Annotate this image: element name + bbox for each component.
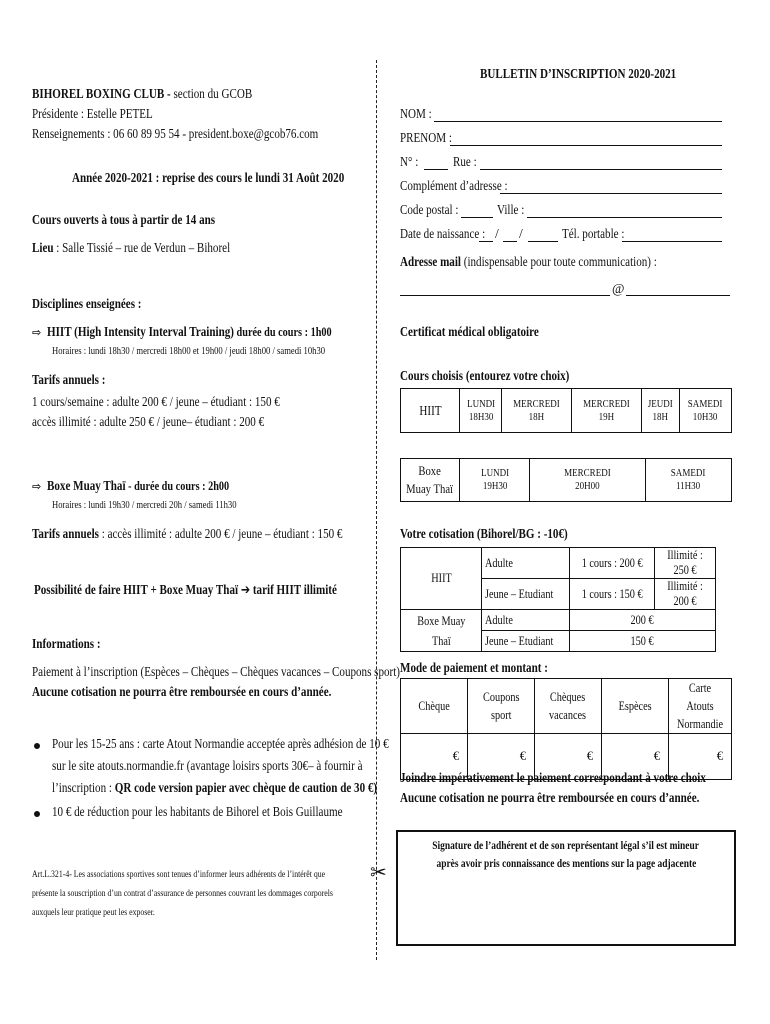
- courses-title: [400, 368, 606, 384]
- birth-label: [400, 226, 504, 242]
- cot-1-adulte-text: 1 cours : 200 €: [581, 555, 643, 570]
- contact-text: Renseignements : 06 60 89 95 54 - president.boxe@gcob76.com: [32, 126, 319, 141]
- legal-line-2-text: présente la souscription d’un contrat d’assurance de personnes couvrant les dommages corporels: [32, 889, 333, 899]
- signature-box[interactable]: [396, 830, 736, 946]
- tarif-line-1: [32, 394, 334, 410]
- nom-label-text: NOM :: [400, 106, 432, 121]
- pay-carte-1: Carte Atouts: [686, 681, 714, 713]
- cot-1-jeune[interactable]: [570, 579, 655, 610]
- rue-field[interactable]: [480, 169, 722, 170]
- tarif-line-2-text: accès illimité : adulte 250 € / jeune– étudiant : 200 €: [32, 414, 265, 429]
- hiit-duration: durée du cours : 1h00: [234, 325, 332, 339]
- bullet-1-line-3b: QR code version papier avec chèque de caution de 30 €): [114, 780, 378, 795]
- cot-ill-jeune[interactable]: [655, 579, 716, 610]
- cot-muay-jeune-text: Jeune – Etudiant: [485, 633, 554, 648]
- slot-day: JEUDI: [647, 397, 673, 410]
- ville-field[interactable]: [527, 217, 722, 218]
- cot-hiit-label: [401, 548, 482, 610]
- slot-time: 18H: [652, 410, 669, 423]
- bullet-1-line-3a: l’inscription :: [52, 780, 115, 795]
- birth-year-field[interactable]: [528, 241, 558, 242]
- club-header: [32, 86, 301, 102]
- euro-sign: €: [586, 749, 593, 763]
- pay-especes-text: Espèces: [618, 698, 652, 713]
- muay-course-label: [401, 459, 460, 502]
- cotisation-title-text: Votre cotisation (Bihorel/BG : -10€): [400, 526, 568, 541]
- rue-label-text: Rue :: [453, 154, 477, 169]
- birth-month-field[interactable]: [503, 241, 517, 242]
- birth-sep-2: /: [519, 226, 523, 241]
- cot-muay-label: [401, 610, 482, 652]
- cot-adulte-text: Adulte: [485, 555, 513, 570]
- muay-slot[interactable]: [460, 459, 530, 502]
- postal-field[interactable]: [461, 217, 493, 218]
- muay-course-table: [400, 458, 732, 502]
- slot-time: 20H00: [575, 480, 600, 492]
- muay-slot[interactable]: [530, 459, 645, 502]
- birth-sep-1: /: [495, 226, 499, 241]
- euro-sign: €: [716, 749, 723, 763]
- email-note: (indispensable pour toute communication) :: [460, 254, 657, 269]
- cot-muay-adulte-text: Adulte: [485, 612, 513, 627]
- pay-especes: [602, 679, 669, 734]
- muay-title: Boxe Muay Thaï: [47, 478, 126, 493]
- open-to-line: [32, 212, 255, 228]
- cot-1-jeune-text: 1 cours : 150 €: [581, 586, 643, 601]
- slot-time: 19H: [598, 410, 615, 423]
- slot-day: MERCREDI: [583, 397, 630, 410]
- tarifs-title: [32, 372, 122, 388]
- email-local-field[interactable]: [400, 295, 610, 296]
- phone-field[interactable]: [622, 241, 722, 242]
- certificat-line: [400, 324, 569, 340]
- prenom-label-text: PRENOM :: [400, 130, 452, 145]
- bullet-icon: [34, 743, 40, 749]
- payment-title: [400, 660, 580, 676]
- join-note: [400, 770, 770, 786]
- complement-label-text: Complément d’adresse :: [400, 178, 508, 193]
- euro-sign: €: [452, 749, 459, 763]
- phone-label-text: Tél. portable :: [562, 226, 625, 241]
- courses-title-text: Cours choisis (entourez votre choix): [400, 368, 570, 383]
- cot-adulte: [482, 548, 570, 579]
- num-label-text: N° :: [400, 154, 419, 169]
- legal-line-1-text: Art.L.321-4- Les associations sportives sont tenues d’informer leurs adhérents de l’intérêt que: [32, 870, 326, 880]
- contact-line: [32, 126, 381, 142]
- combo-line: [34, 582, 403, 598]
- open-to-text: Cours ouverts à tous à partir de 14 ans: [32, 212, 216, 227]
- legal-line-3-text: auxquels leur pratique peut les exposer.: [32, 908, 155, 918]
- birth-day-field[interactable]: [479, 241, 493, 242]
- arrow-right-icon: ➔: [240, 582, 251, 598]
- hiit-slot[interactable]: [572, 389, 642, 433]
- nom-field[interactable]: [434, 121, 722, 122]
- muay-tarif: [32, 526, 411, 542]
- slot-day: MERCREDI: [564, 467, 611, 479]
- arrow-right-icon: ⇨: [32, 326, 42, 339]
- slot-time: 18H: [529, 410, 545, 423]
- cot-muay-adulte-price-text: 200 €: [630, 612, 655, 627]
- postal-label-text: Code postal :: [400, 202, 459, 217]
- season-text: Année 2020-2021 : reprise des cours le lundi 31 Août 2020: [72, 170, 345, 185]
- signature-line-1: [398, 840, 734, 852]
- slot-day: LUNDI: [480, 467, 509, 479]
- muay-tarif-value: : accès illimité : adulte 200 € / jeune – étudiant : 150 €: [98, 526, 343, 541]
- disciplines-title-text: Disciplines enseignées :: [32, 296, 142, 311]
- ville-label-text: Ville :: [497, 202, 525, 217]
- hiit-course-label-text: HIIT: [418, 402, 442, 418]
- info-title-text: Informations :: [32, 636, 101, 651]
- form-title-text: BULLETIN D’INSCRIPTION 2020-2021: [480, 66, 677, 81]
- disciplines-title: [32, 296, 166, 312]
- pay-carte-2: Normandie: [676, 717, 724, 731]
- pay-coupons: [468, 679, 535, 734]
- pay-cheque: [401, 679, 468, 734]
- email-label-bold: Adresse mail: [400, 254, 461, 269]
- cotisation-table: [400, 547, 716, 652]
- info-title: [32, 636, 116, 652]
- rue-label: [453, 154, 482, 170]
- cot-muay-jeune: [482, 631, 570, 652]
- slot-time: 10H30: [693, 410, 718, 423]
- cot-muay-adulte: [482, 610, 570, 631]
- bullet-icon: [34, 811, 40, 817]
- tarifs-title-text: Tarifs annuels :: [32, 372, 106, 387]
- cotisation-title: [400, 526, 604, 542]
- form-title: [480, 66, 719, 82]
- payment-info-text: Paiement à l’inscription (Espèces – Chèques – Chèques vacances – Coupons sport): [32, 664, 401, 679]
- tarif-line-2: [32, 414, 315, 430]
- pay-cv-1: Chèques: [550, 690, 586, 704]
- hiit-title: HIIT (High Intensity Interval Training): [47, 324, 235, 339]
- pay-cv-2: vacances: [549, 708, 587, 722]
- slot-time: 18H30: [468, 410, 493, 423]
- legal-line-3: [32, 908, 182, 918]
- num-label: [400, 154, 422, 170]
- muay-hours-text: Horaires : lundi 19h30 / mercredi 20h / samedi 11h30: [52, 500, 237, 511]
- at-sign: @: [612, 281, 625, 296]
- club-name: BIHOREL BOXING CLUB -: [32, 86, 171, 101]
- num-field[interactable]: [424, 169, 448, 170]
- combo-tail: tarif HIIT illimité: [250, 582, 337, 597]
- cot-muay-jeune-price-text: 150 €: [630, 633, 655, 648]
- bullet-2-text: 10 € de réduction pour les habitants de Bihorel et Bois Guillaume: [52, 804, 343, 819]
- complement-field[interactable]: [500, 193, 722, 194]
- nom-label: [400, 106, 439, 122]
- hiit-slot[interactable]: [460, 389, 502, 433]
- join-note-text: Joindre impérativement le paiement correspondant à votre choix: [400, 770, 706, 785]
- bullet-1-line-1-text: Pour les 15-25 ans : carte Atout Normandie acceptée après adhésion de 10 €: [52, 736, 389, 751]
- season-line: [72, 170, 404, 186]
- bullet-1-line-3: [52, 780, 448, 796]
- prenom-field[interactable]: [450, 145, 722, 146]
- signature-line-2: [398, 858, 734, 870]
- no-refund-left: [32, 684, 397, 700]
- euro-sign: €: [653, 749, 660, 763]
- slot-day: SAMEDI: [688, 397, 723, 410]
- hiit-slot[interactable]: [679, 389, 731, 433]
- muay-hours: [52, 500, 277, 511]
- cot-muay-jeune-price[interactable]: [570, 631, 716, 652]
- hiit-heading: [32, 324, 394, 340]
- payment-title-text: Mode de paiement et montant :: [400, 660, 548, 675]
- email-label: [400, 254, 713, 270]
- muay-label-1: Boxe: [418, 463, 442, 478]
- slot-day: MERCREDI: [513, 397, 561, 410]
- tarif-line-1-text: 1 cours/semaine : adulte 200 € / jeune – étudiant : 150 €: [32, 394, 280, 409]
- president-line: [32, 106, 179, 122]
- slot-day: LUNDI: [466, 397, 495, 410]
- prenom-label: [400, 130, 463, 146]
- no-refund-right-text: Aucune cotisation ne pourra être remboursée en cours d’année.: [400, 790, 700, 805]
- pay-coupons-2: sport: [490, 708, 512, 722]
- cut-line: [376, 60, 377, 960]
- muay-duration: - durée du cours : 2h00: [125, 479, 230, 493]
- signature-line-1-text: Signature de l’adhérent et de son représentant légal s’il est mineur: [432, 840, 700, 852]
- slot-time: 11H30: [676, 480, 701, 492]
- cot-hiit-label-text: HIIT: [430, 571, 452, 585]
- ville-label: [497, 202, 530, 218]
- pay-cheques-vacances: [535, 679, 602, 734]
- birth-label-text: Date de naissance :: [400, 226, 486, 241]
- cot-1-adulte[interactable]: [570, 548, 655, 579]
- phone-label: [562, 226, 638, 242]
- hiit-slot[interactable]: [641, 389, 679, 433]
- no-refund-left-text: Aucune cotisation ne pourra être remboursée en cours d’année.: [32, 684, 332, 699]
- hiit-course-table: [400, 388, 732, 433]
- place-label: Lieu: [32, 240, 54, 255]
- certificat-text: Certificat médical obligatoire: [400, 324, 539, 339]
- cot-muay-adulte-price[interactable]: [570, 610, 716, 631]
- postal-label: [400, 202, 471, 218]
- cot-jeune-text: Jeune – Etudiant: [485, 586, 554, 601]
- cot-muay-label-2: Thaï: [431, 633, 451, 648]
- arrow-right-icon: ⇨: [32, 480, 42, 493]
- combo-text: Possibilité de faire HIIT + Boxe Muay Thaï: [34, 582, 239, 597]
- muay-tarif-label: Tarifs annuels: [32, 526, 99, 541]
- legal-line-1: [32, 870, 389, 880]
- pay-coupons-1: Coupons: [482, 690, 520, 704]
- muay-label-2: Muay Thaï: [406, 481, 454, 496]
- legal-line-2: [32, 889, 399, 899]
- cot-muay-label-1: Boxe Muay: [416, 613, 466, 628]
- pay-carte: [669, 679, 732, 734]
- email-domain-field[interactable]: [626, 295, 730, 296]
- bullet-1-line-2-text: sur le site atouts.normandie.fr (avantage loisirs sports 30€– à fournir à: [52, 758, 363, 773]
- cot-ill-adulte-text: Illimité : 250 €: [667, 548, 703, 577]
- hiit-course-label: [401, 389, 460, 433]
- pay-cheque-text: Chèque: [418, 698, 450, 713]
- scissors-icon: ✂: [370, 860, 387, 884]
- slot-time: 19H30: [482, 480, 507, 492]
- muay-slot[interactable]: [645, 459, 731, 502]
- complement-label: [400, 178, 531, 194]
- signature-line-2-text: après avoir pris connaissance des mentions sur la page adjacente: [436, 858, 696, 870]
- hiit-hours-text: Horaires : lundi 18h30 / mercredi 18h00 et 19h00 / jeudi 18h00 / samedi 10h30: [52, 346, 326, 357]
- place-value: : Salle Tissié – rue de Verdun – Bihorel: [53, 240, 231, 255]
- bullet-2: [52, 804, 406, 820]
- euro-sign: €: [519, 749, 526, 763]
- place-line: [32, 240, 274, 256]
- cot-jeune: [482, 579, 570, 610]
- president-text: Présidente : Estelle PETEL: [32, 106, 153, 121]
- muay-heading: [32, 478, 269, 494]
- club-section: section du GCOB: [170, 86, 253, 101]
- hiit-slot[interactable]: [502, 389, 572, 433]
- cot-ill-adulte[interactable]: [655, 548, 716, 579]
- no-refund-right: [400, 790, 765, 806]
- payment-table: [400, 678, 732, 780]
- slot-day: SAMEDI: [671, 467, 706, 479]
- cot-ill-jeune-text: Illimité : 200 €: [667, 579, 703, 608]
- hiit-hours: [52, 346, 385, 357]
- bullet-1-line-2: [52, 758, 431, 774]
